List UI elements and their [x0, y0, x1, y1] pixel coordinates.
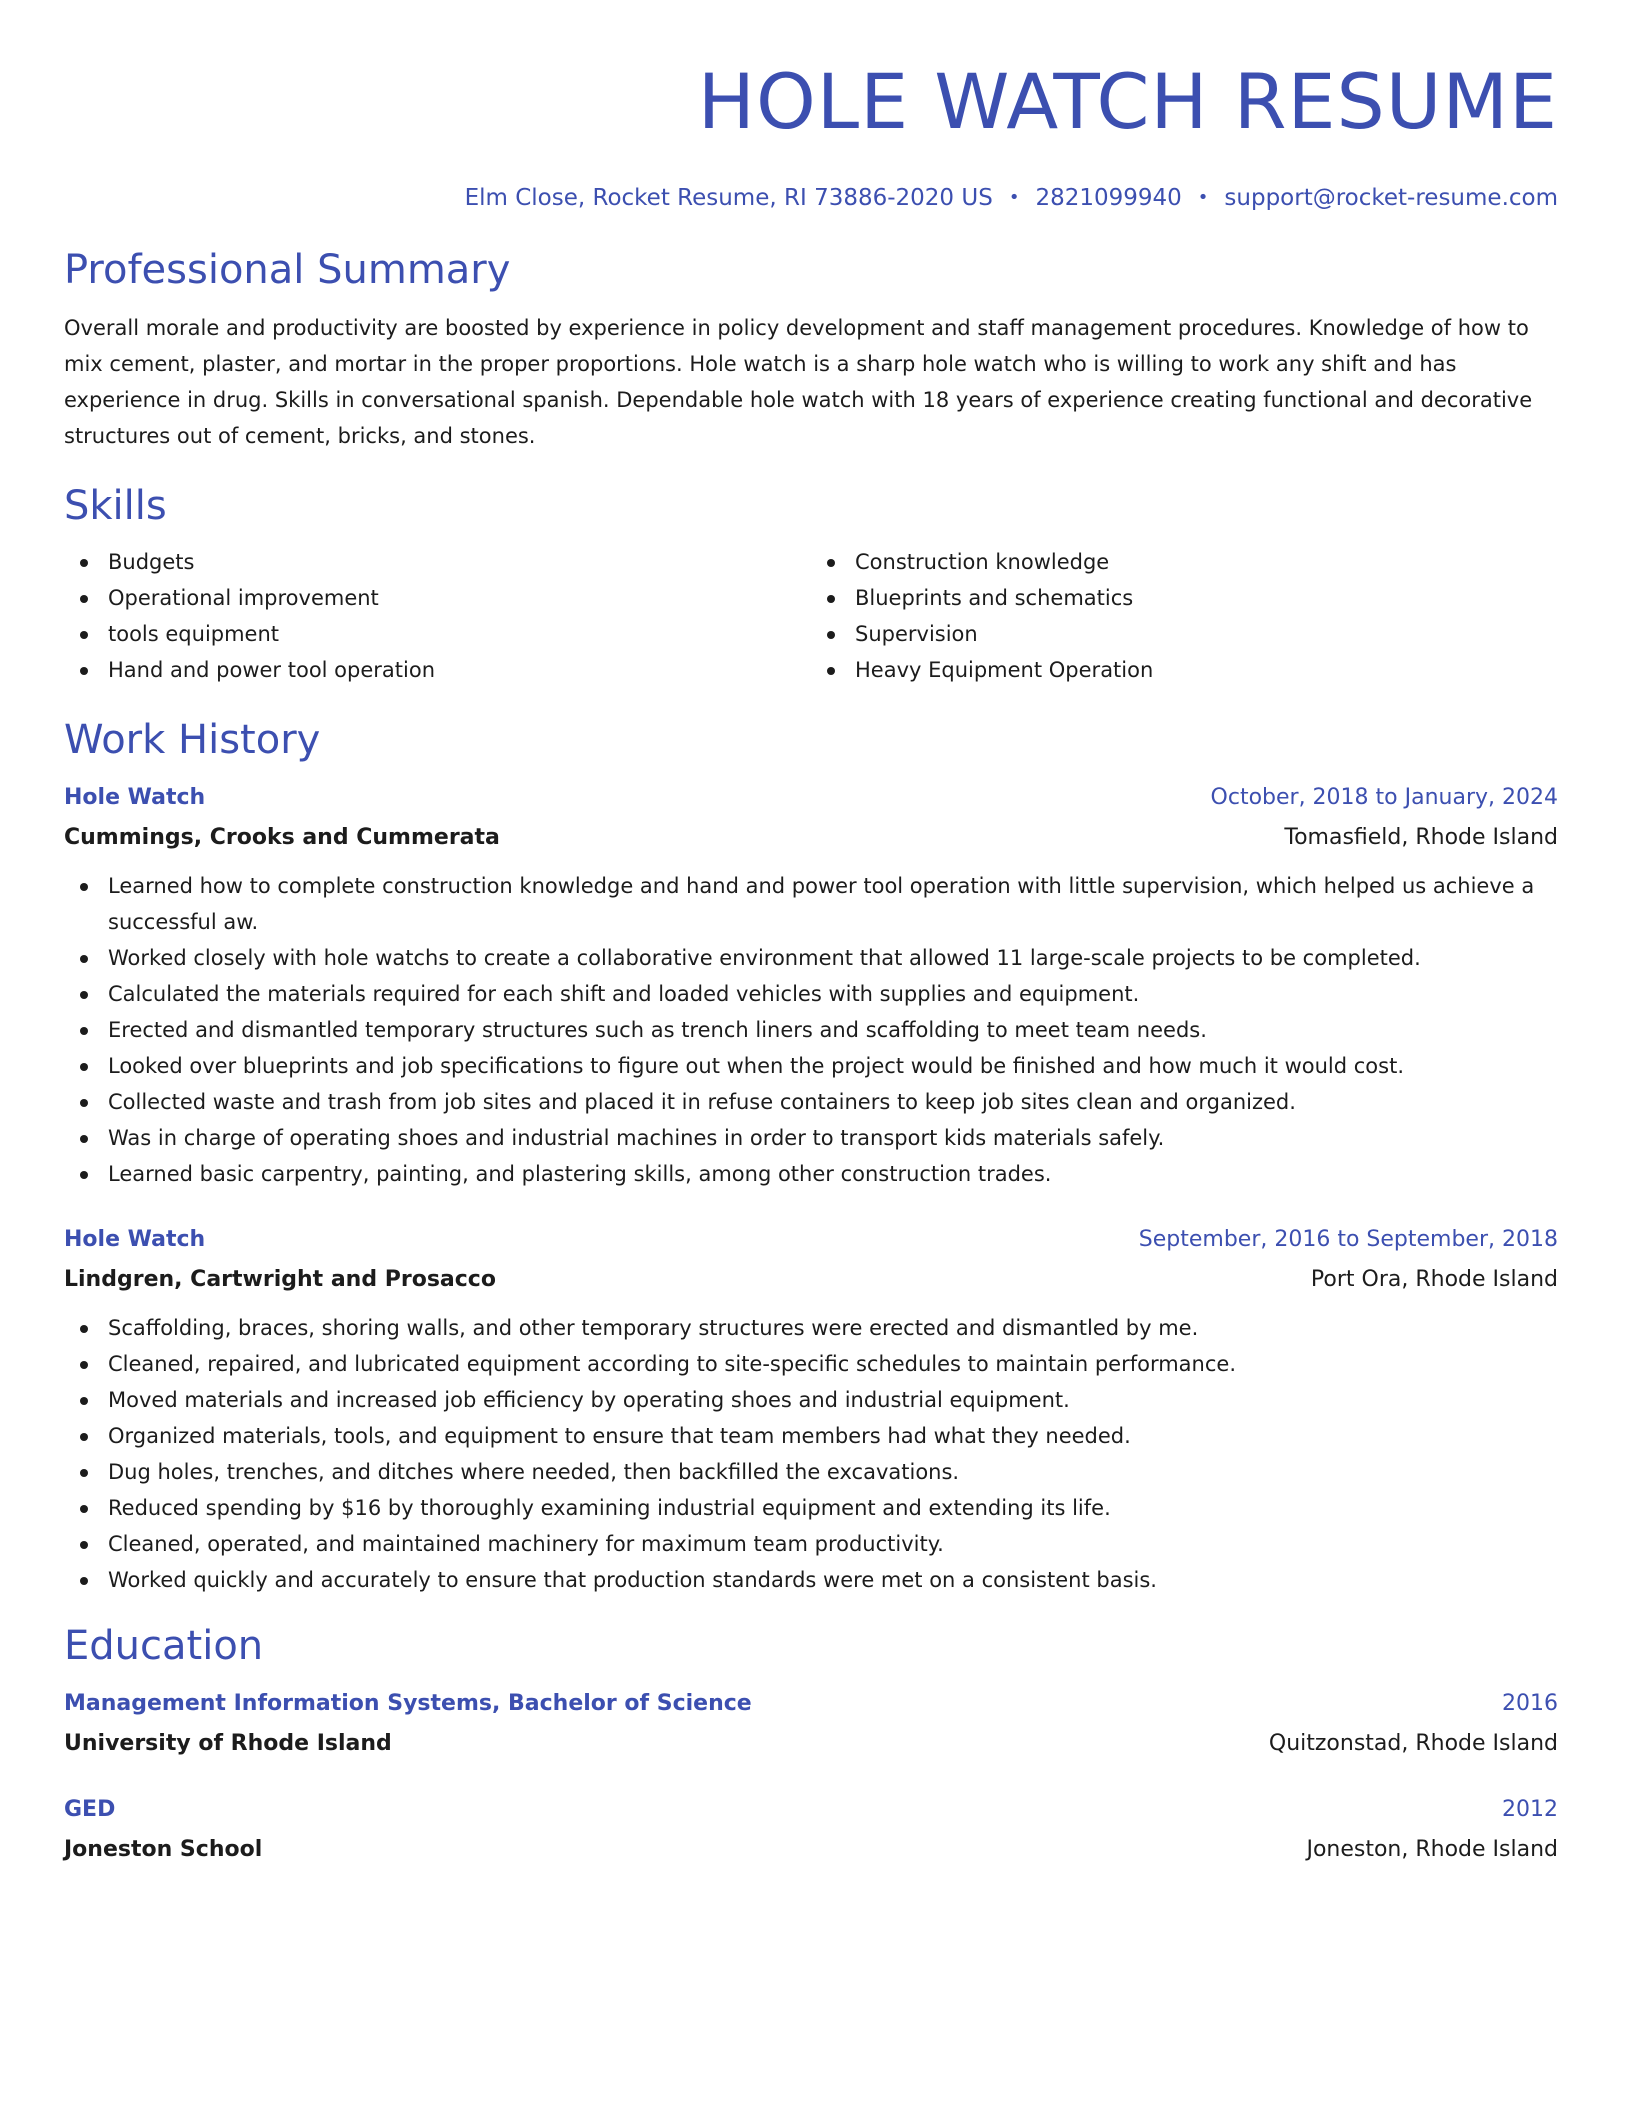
summary-text: Overall morale and productivity are boosted by experience in policy development and staff management procedures. Knowledge of how to mix cement, plaster, and mortar in the proper proportions. Hole watch is a sharp hole watch who is willing to work any shift and has experience in drug. Skills in conversational spanish. Dependable hole watch with 18 years of experience creating functional and decorative structures out of cement, bricks, and stones. — [64, 316, 1533, 448]
education-entry — [64, 1686, 1558, 1762]
education-header-row — [64, 1792, 1558, 1828]
job-bullet: Learned basic carpentry, painting, and plastering skills, among other construction trades. — [108, 1156, 1558, 1192]
job-bullet: Moved materials and increased job efficiency by operating shoes and industrial equipment. — [108, 1382, 1558, 1418]
contact-email[interactable]: support@rocket-resume.com — [1224, 185, 1558, 211]
job-dates: October, 2018 to January, 2024 — [1210, 785, 1558, 810]
job-bullets — [64, 868, 1558, 1192]
job-company-row — [64, 820, 1558, 856]
education-section — [64, 1620, 1558, 1868]
education-school-row — [64, 1726, 1558, 1762]
job-role: Hole Watch — [64, 1227, 206, 1252]
education-school: Joneston School — [64, 1837, 263, 1862]
job-bullet: Looked over blueprints and job specifications to figure out when the project would be finished and how much it would cost. — [108, 1048, 1558, 1084]
job-company: Cummings, Crooks and Cummerata — [64, 825, 500, 850]
skill-item: Budgets — [108, 544, 811, 580]
job-location: Tomasfield, Rhode Island — [1284, 825, 1558, 850]
job-bullet: Calculated the materials required for each shift and loaded vehicles with supplies and equipment. — [108, 976, 1558, 1012]
skills-list-right — [811, 544, 1558, 688]
education-header-row — [64, 1686, 1558, 1722]
education-school: University of Rhode Island — [64, 1731, 392, 1756]
skill-item: Supervision — [855, 616, 1558, 652]
job-bullet: Collected waste and trash from job sites and placed it in refuse containers to keep job sites clean and organized. — [108, 1084, 1558, 1120]
job-role: Hole Watch — [64, 785, 206, 810]
contact-address: Elm Close, Rocket Resume, RI 73886-2020 US — [464, 185, 993, 211]
job-bullet: Erected and dismantled temporary structures such as trench liners and scaffolding to meet team needs. — [108, 1012, 1558, 1048]
job-bullets — [64, 1310, 1558, 1598]
skill-item: Operational improvement — [108, 580, 811, 616]
job-location: Port Ora, Rhode Island — [1310, 1267, 1558, 1292]
skill-item: Construction knowledge — [855, 544, 1558, 580]
section-title-education: Education — [64, 1623, 264, 1669]
job-bullet: Scaffolding, braces, shoring walls, and other temporary structures were erected and dismantled by me. — [108, 1310, 1558, 1346]
job-bullet: Worked quickly and accurately to ensure that production standards were met on a consistent basis. — [108, 1562, 1558, 1598]
section-title-skills: Skills — [64, 483, 167, 529]
contact-separator: • — [1008, 187, 1020, 208]
summary-section — [64, 244, 1558, 454]
education-school-row — [64, 1832, 1558, 1868]
job-bullet: Cleaned, repaired, and lubricated equipment according to site-specific schedules to maintain performance. — [108, 1346, 1558, 1382]
skills-columns — [64, 544, 1558, 688]
job-bullet: Was in charge of operating shoes and industrial machines in order to transport kids materials safely. — [108, 1120, 1558, 1156]
resume-page — [64, 0, 1558, 1868]
education-year: 2016 — [1502, 1691, 1558, 1716]
education-location: Quitzonstad, Rhode Island — [1268, 1731, 1558, 1756]
job-entry — [64, 780, 1558, 1192]
section-title-summary: Professional Summary — [64, 247, 511, 293]
job-bullet: Dug holes, trenches, and ditches where needed, then backfilled the excavations. — [108, 1454, 1558, 1490]
contact-line — [64, 182, 1558, 214]
job-bullet: Cleaned, operated, and maintained machinery for maximum team productivity. — [108, 1526, 1558, 1562]
contact-separator: • — [1197, 187, 1209, 208]
contact-phone: 2821099940 — [1035, 185, 1182, 211]
skill-item: Blueprints and schematics — [855, 580, 1558, 616]
job-header-row — [64, 780, 1558, 816]
education-degree: Management Information Systems, Bachelor of Science — [64, 1691, 752, 1716]
skill-item: tools equipment — [108, 616, 811, 652]
job-bullet: Organized materials, tools, and equipment to ensure that team members had what they needed. — [108, 1418, 1558, 1454]
skill-item: Hand and power tool operation — [108, 652, 811, 688]
skills-list-left — [64, 544, 811, 688]
job-entry — [64, 1222, 1558, 1598]
job-company: Lindgren, Cartwright and Prosacco — [64, 1267, 496, 1292]
resume-title: HOLE WATCH RESUME — [697, 57, 1558, 146]
education-year: 2012 — [1502, 1797, 1558, 1822]
education-location: Joneston, Rhode Island — [1306, 1837, 1558, 1862]
job-dates: September, 2016 to September, 2018 — [1138, 1227, 1558, 1252]
job-bullet: Learned how to complete construction knowledge and hand and power tool operation with little supervision, which helped us achieve a successful aw. — [108, 868, 1558, 940]
work-history-section — [64, 714, 1558, 1598]
education-degree: GED — [64, 1797, 116, 1822]
job-bullet: Reduced spending by $16 by thoroughly examining industrial equipment and extending its life. — [108, 1490, 1558, 1526]
skill-item: Heavy Equipment Operation — [855, 652, 1558, 688]
job-header-row — [64, 1222, 1558, 1258]
job-company-row — [64, 1262, 1558, 1298]
job-bullet: Worked closely with hole watchs to create a collaborative environment that allowed 11 large-scale projects to be completed. — [108, 940, 1558, 976]
skills-section — [64, 480, 1558, 688]
section-title-work-history: Work History — [64, 717, 321, 763]
education-entry — [64, 1792, 1558, 1868]
